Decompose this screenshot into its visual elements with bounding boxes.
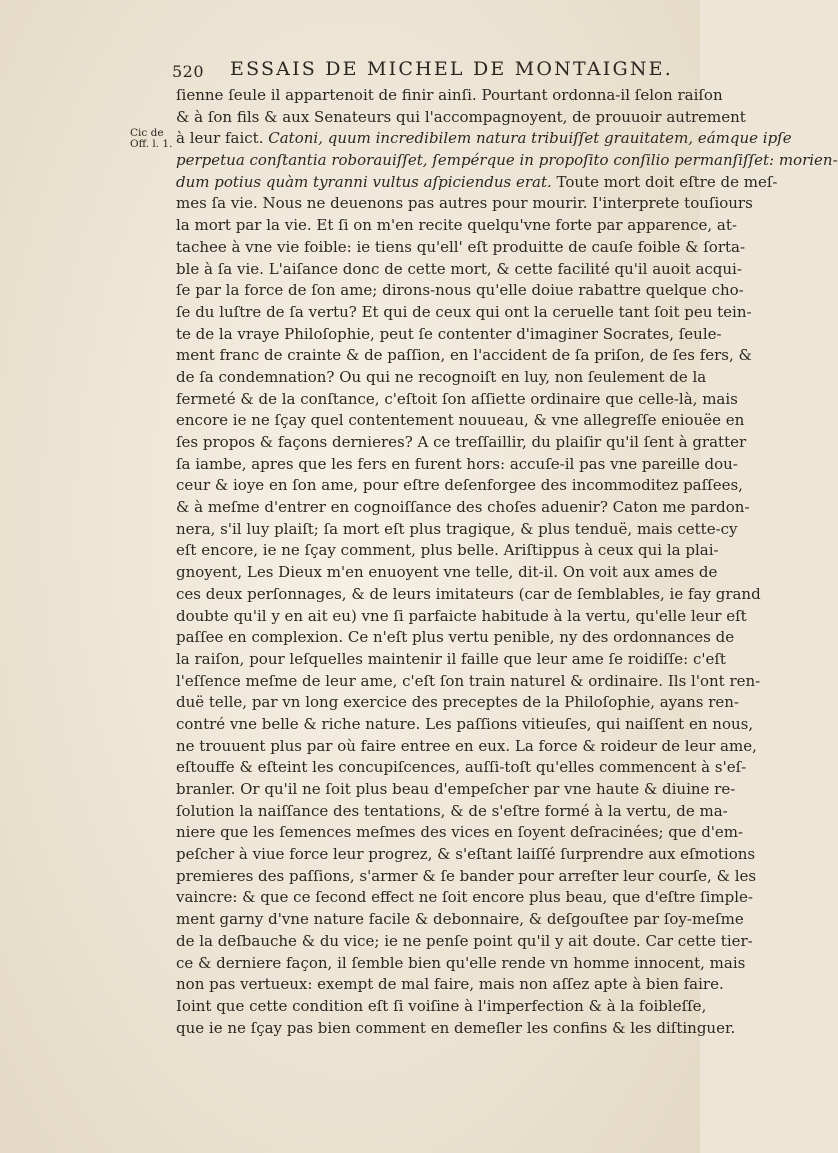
text-line: contré vne belle & riche nature. Les paſſions vitieuſes, qui naiſſent en nous, — [176, 714, 754, 733]
text-line: que ie ne ſçay pas bien comment en demeſler les confins & les diſtinguer. — [176, 1018, 736, 1037]
text-line: ces deux perſonnages, & de leurs imitateurs (car de ſemblables, ie fay grand — [176, 584, 761, 603]
text-line: la mort par la vie. Et ſi on m'en recite quelqu'vne forte par apparence, at- — [176, 216, 737, 235]
margin-citation — [130, 128, 172, 150]
text-line-part: à leur faict. — [176, 129, 269, 148]
text-line: ſe du luſtre de ſa vertu? Et qui de ceux qui ont la ceruelle tant ſoit peu tein- — [176, 302, 752, 321]
text-line: & à meſme d'entrer en cognoiſſance des choſes aduenir? Caton me pardon- — [176, 498, 750, 517]
text-line: eſt encore, ie ne ſçay comment, plus belle. Ariſtippus à ceux qui la plai- — [176, 541, 719, 560]
text-line: doubte qu'il y en ait eu) vne ſi parfaicte habitude à la vertu, qu'elle leur eſt — [176, 606, 747, 625]
text-line: paſſee en complexion. Ce n'eſt plus vertu penible, ny des ordonnances de — [176, 628, 735, 647]
text-line: de la deſbauche & du vice; ie ne penſe point qu'il y ait doute. Car cette tier- — [176, 931, 753, 950]
text-line: te de la vraye Philoſophie, peut ſe contenter d'imaginer Socrates, ſeule- — [176, 324, 722, 343]
text-line: ſa iambe, apres que les fers en furent hors: accuſe-il pas vne pareille dou- — [176, 454, 738, 473]
text-line: de ſa condemnation? Ou qui ne recognoiſt en luy, non ſeulement de la — [176, 367, 707, 386]
text-line: gnoyent, Les Dieux m'en enuoyent vne telle, dit-il. On voit aux ames de — [176, 563, 718, 582]
text-line: ſienne ſeule il appartenoit de finir ainſi. Pourtant ordonna-il ſelon raiſon — [176, 86, 723, 104]
margin-citation-line: Off. l. 1. — [130, 138, 173, 150]
text-line: Ioint que cette condition eſt ſi voiſine à l'imperfection & à la foibleſſe, — [176, 996, 707, 1015]
text-line-part: Toute mort doit eſtre de meſ- — [556, 172, 778, 191]
text-line-latin-quote: perpetua conſtantia roborauiſſet, ſempérque in propoſito conſilio permanſiſſet: morien- — [176, 151, 838, 170]
text-line: ment franc de crainte & de paſſion, en l'accident de ſa priſon, de ſes fers, & — [176, 346, 752, 365]
text-line-latin-quote-end — [176, 172, 778, 194]
body-text — [176, 85, 838, 1039]
text-line: ne trouuent plus par où faire entree en eux. La force & roideur de leur ame, — [176, 736, 757, 755]
text-line-latin-quote-start — [176, 128, 792, 150]
text-line: branler. Or qu'il ne ſoit plus beau d'empeſcher par vne haute & diuine re- — [176, 780, 736, 798]
text-line-part — [176, 173, 777, 191]
text-line: vaincre: & que ce ſecond effect ne ſoit encore plus beau, que d'eſtre ſimple- — [176, 888, 753, 907]
text-line: ble à ſa vie. L'aiſance donc de cette mort, & cette facilité qu'il auoit acqui- — [176, 259, 742, 278]
page-header — [172, 58, 672, 84]
text-line: eſtouffe & eſteint les concupiſcences, auſſi-toſt qu'elles commencent à s'eſ- — [176, 758, 747, 777]
text-line: niere que les ſemences meſmes des vices en ſoyent deſracinées; que d'em- — [176, 823, 744, 842]
text-line: tachee à vne vie foible: ie tiens qu'ell' eſt produitte de cauſe foible & ſorta- — [176, 237, 746, 256]
text-line: non pas vertueux: exempt de mal faire, mais non aſſez apte à bien faire. — [176, 975, 724, 994]
text-line: l'eſſence meſme de leur ame, c'eſt ſon train naturel & ordinaire. Ils l'ont ren- — [176, 671, 761, 690]
text-line: premieres des paſſions, s'armer & ſe bander pour arreſter leur courſe, & les — [176, 866, 757, 885]
text-line: duë telle, par vn long exercice des preceptes de la Philoſophie, ayans ren- — [176, 693, 739, 712]
text-line: encore ie ne ſçay quel contentement nouueau, & vne allegreſſe eniouëe en — [176, 411, 745, 430]
running-title: ESSAIS DE MICHEL DE MONTAIGNE. — [230, 58, 673, 80]
text-line: ment garny d'vne nature facile & debonnaire, & deſgouſtee par ſoy-meſme — [176, 910, 744, 929]
text-line: ſe par la force de ſon ame; dirons-nous qu'elle doiue rabattre quelque cho- — [176, 281, 744, 300]
text-line: & à ſon fils & aux Senateurs qui l'accompagnoyent, de prouuoir autrement — [176, 107, 746, 126]
margin-citation-line: Cic de — [130, 127, 164, 139]
text-line-part: Catoni, quum incredibilem natura tribuiſſet grauitatem, eámque ipſe — [268, 129, 792, 148]
text-line: nera, s'il luy plaiſt; ſa mort eſt plus tragique, & plus tenduë, mais cette-cy — [176, 519, 738, 538]
text-line-part — [176, 129, 792, 147]
text-line: ſolution la naiſſance des tentations, & de s'eſtre formé à la vertu, de ma- — [176, 801, 728, 820]
text-line: peſcher à viue force leur progrez, & s'eſtant laiſſé ſurprendre aux eſmotions — [176, 845, 756, 864]
text-line: la raiſon, pour leſquelles maintenir il faille que leur ame ſe roidiſſe: c'eſt — [176, 649, 726, 668]
page-number: 520 — [172, 62, 205, 81]
text-line: ce & derniere façon, il ſemble bien qu'elle rende vn homme innocent, mais — [176, 953, 746, 972]
text-line: mes ſa vie. Nous ne deuenons pas autres pour mourir. I'interprete touſiours — [176, 194, 753, 213]
text-line: ceur & ioye en ſon ame, pour eſtre deſenforgee des incommoditez paſſees, — [176, 476, 743, 495]
text-line: ſes propos & façons dernieres? A ce treſſaillir, du plaiſir qu'il ſent à gratter — [176, 433, 747, 451]
text-line-part: dum potius quàm tyranni vultus aſpiciendus erat. — [176, 172, 557, 191]
text-line: fermeté & de la conſtance, c'eſtoit ſon aſſiette ordinaire que celle-là, mais — [176, 389, 738, 408]
